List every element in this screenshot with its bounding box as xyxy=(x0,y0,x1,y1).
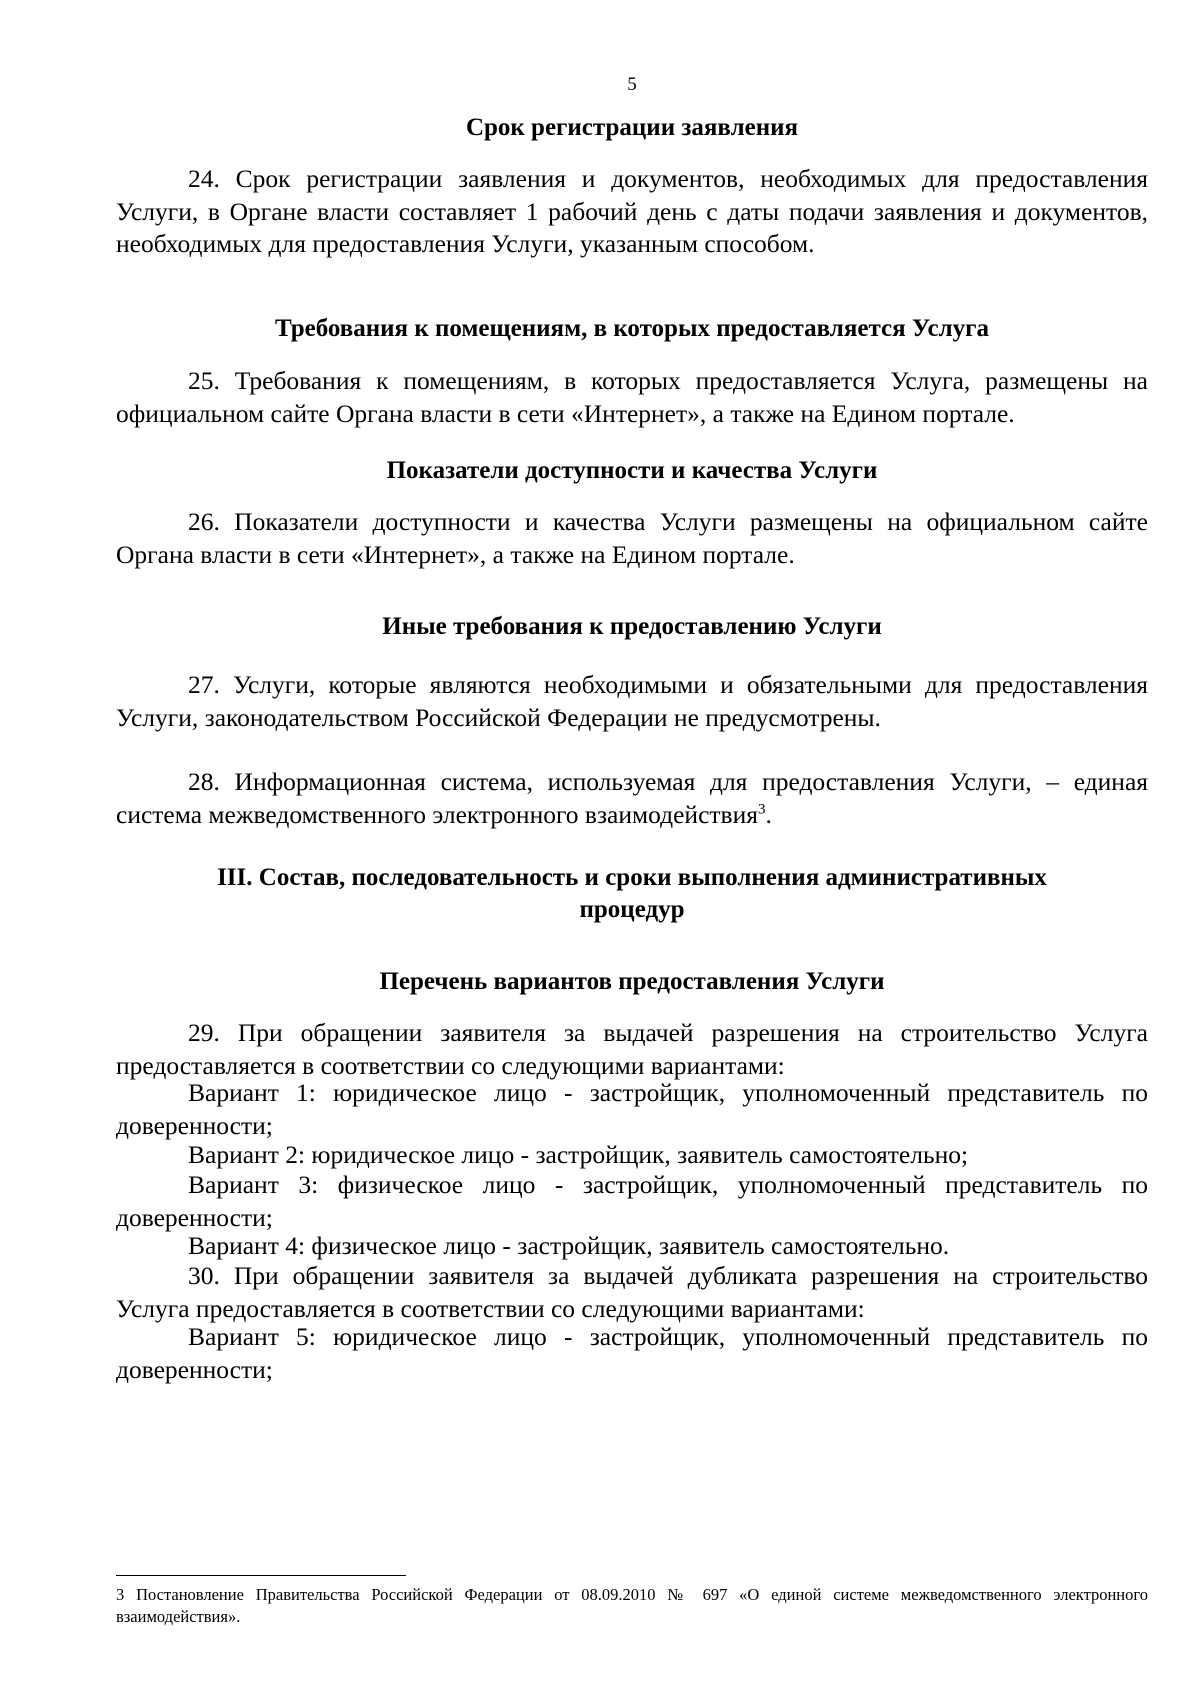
paragraph-28-text: 28. Информационная система, используемая для предоставления Услуги, – единая система межведомственного электронного взаимодействия xyxy=(116,767,1148,829)
variant-4: Вариант 4: физическое лицо - застройщик, заявитель самостоятельно. xyxy=(188,1231,950,1260)
chapter-heading-line2: процедур xyxy=(579,896,685,923)
paragraph-27: 27. Услуги, которые являются необходимыми и обязательными для предоставления Услуги, законодательством Российской Федерации не предусмотрены. xyxy=(116,670,1148,732)
heading-accessibility-indicators: Показатели доступности и качества Услуги xyxy=(386,457,878,484)
chapter-heading xyxy=(116,862,1148,926)
paragraph-29: 29. При обращении заявителя за выдачей разрешения на строительство Услуга предоставляется в соответствии со следующими вариантами: xyxy=(116,1018,1148,1080)
paragraph-26: 26. Показатели доступности и качества Услуги размещены на официальном сайте Органа власти в сети «Интернет», а также на Едином портале. xyxy=(116,507,1148,569)
footnote-3: 3 Постановление Правительства Российской Федерации от 08.09.2010 № 697 «О единой системе межведомственного электронного взаимодействия». xyxy=(116,1585,1148,1626)
paragraph-24: 24. Срок регистрации заявления и документов, необходимых для предоставления Услуги, в Органе власти составляет 1 рабочий день с даты подачи заявления и документов, необходимых для предоставления Услуги, указанным способом. xyxy=(116,164,1148,258)
variant-1: Вариант 1: юридическое лицо - застройщик, уполномоченный представитель по доверенности; xyxy=(116,1078,1148,1140)
paragraph-28 xyxy=(116,766,1148,831)
heading-other-requirements: Иные требования к предоставлению Услуги xyxy=(382,613,882,640)
variant-5: Вариант 5: юридическое лицо - застройщик, уполномоченный представитель по доверенности; xyxy=(116,1322,1148,1384)
heading-premises-requirements: Требования к помещениям, в которых предоставляется Услуга xyxy=(274,315,990,342)
chapter-heading-line1: III. Состав, последовательность и сроки выполнения административных xyxy=(217,864,1047,891)
page-number: 5 xyxy=(627,74,637,95)
paragraph-28-end: . xyxy=(765,799,772,829)
paragraph-25: 25. Требования к помещениям, в которых предоставляется Услуга, размещены на официальном сайте Органа власти в сети «Интернет», а также на Едином портале. xyxy=(116,366,1148,428)
paragraph-30: 30. При обращении заявителя за выдачей дубликата разрешения на строительство Услуга предоставляется в соответствии со следующими вариантами: xyxy=(116,1261,1148,1323)
heading-variants-list: Перечень вариантов предоставления Услуги xyxy=(379,968,885,995)
footnote-separator xyxy=(116,1575,406,1576)
heading-registration-term: Срок регистрации заявления xyxy=(465,114,799,141)
footnote-ref: 3 xyxy=(757,801,766,817)
variant-3: Вариант 3: физическое лицо - застройщик, уполномоченный представитель по доверенности; xyxy=(116,1170,1148,1232)
variant-2: Вариант 2: юридическое лицо - застройщик, заявитель самостоятельно; xyxy=(188,1140,969,1169)
